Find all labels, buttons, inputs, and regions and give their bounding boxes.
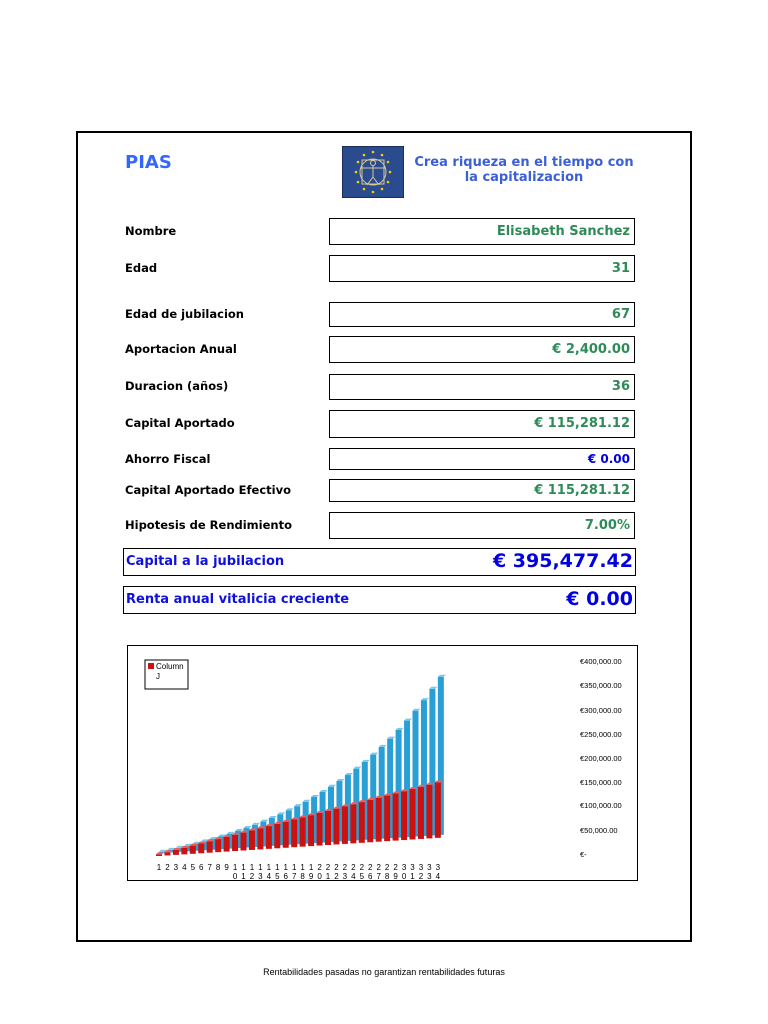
x-tick-label: 3 (342, 872, 348, 880)
x-tick-label: 1 (249, 863, 255, 872)
legend-label-line-1: Column (156, 662, 184, 671)
vitruvian-eu-logo-icon (342, 146, 404, 198)
x-tick-label: 6 (283, 872, 288, 880)
renta-anual-label: Renta anual vitalicia creciente (126, 592, 350, 607)
duracion-label: Duracion (años) (125, 379, 229, 393)
x-tick-label: 3 (427, 863, 432, 872)
x-tick-label: 3 (401, 863, 407, 872)
edad-label: Edad (125, 261, 158, 275)
hipotesis-label: Hipotesis de Rendimiento (125, 518, 292, 532)
x-tick-label: 3 (173, 863, 179, 872)
capital-jubilacion-row (123, 548, 636, 576)
page-title: PIAS (125, 152, 172, 173)
x-tick-label: 6 (199, 863, 204, 872)
x-tick-label: 1 (241, 872, 246, 880)
x-tick-label: 2 (342, 863, 348, 872)
x-tick-label: 2 (368, 863, 373, 872)
tagline-line-2: la capitalizacion (464, 170, 584, 185)
x-tick-label: 3 (427, 872, 432, 880)
x-tick-label: 2 (334, 863, 339, 872)
chart-y-labels (580, 657, 622, 859)
capital-aportado-field[interactable]: € 115,281.12 (329, 410, 635, 438)
x-tick-label: 1 (291, 863, 297, 872)
y-tick-label: €100,000.00 (580, 801, 622, 810)
x-tick-label: 3 (435, 863, 441, 872)
x-tick-label: 2 (359, 863, 365, 872)
edad-jubilacion-field[interactable]: 67 (329, 302, 635, 327)
x-tick-label: 1 (308, 863, 314, 872)
x-tick-label: 2 (334, 872, 339, 880)
x-tick-label: 3 (418, 863, 424, 872)
ahorro-fiscal-field[interactable]: € 0.00 (329, 448, 635, 470)
ahorro-fiscal-label: Ahorro Fiscal (125, 452, 211, 466)
footer-disclaimer: Rentabilidades pasadas no garantizan rentabilidades futuras (263, 967, 505, 977)
nombre-field[interactable]: Elisabeth Sanchez (329, 218, 635, 245)
legend-swatch (148, 663, 154, 669)
capital-jubilacion-value: € 395,477.42 (492, 550, 633, 572)
x-tick-label: 2 (376, 863, 381, 872)
x-tick-label: 8 (384, 872, 390, 880)
y-tick-label: €150,000.00 (580, 778, 622, 787)
duracion-field[interactable]: 36 (329, 374, 635, 400)
capital-efectivo-label: Capital Aportado Efectivo (125, 483, 291, 497)
y-tick-label: €300,000.00 (580, 706, 622, 715)
x-tick-label: 1 (241, 863, 246, 872)
x-tick-label: 3 (410, 863, 415, 872)
x-tick-label: 8 (300, 872, 305, 880)
aportacion-anual-label: Aportacion Anual (125, 342, 237, 356)
y-tick-label: €200,000.00 (580, 754, 622, 763)
x-tick-label: 0 (232, 872, 238, 880)
x-tick-label: 8 (215, 863, 221, 872)
x-tick-label: 1 (283, 863, 288, 872)
x-tick-label: 9 (393, 872, 398, 880)
x-tick-label: 1 (410, 872, 415, 880)
x-tick-label: 2 (165, 863, 170, 872)
x-tick-label: 2 (317, 863, 322, 872)
x-tick-label: 7 (376, 872, 381, 880)
x-tick-label: 3 (258, 872, 263, 880)
x-tick-label: 1 (275, 863, 280, 872)
hipotesis-field[interactable]: 7.00% (329, 512, 635, 539)
chart-x-labels (157, 863, 441, 880)
capital-growth-chart (127, 645, 638, 881)
chart-bars (156, 675, 446, 856)
x-tick-label: 4 (182, 863, 187, 872)
y-tick-label: €350,000.00 (580, 681, 622, 690)
chart-legend (145, 660, 188, 689)
tagline-line-1: Crea riqueza en el tiempo con (414, 155, 634, 170)
y-tick-label: €250,000.00 (580, 730, 622, 739)
x-tick-label: 0 (317, 872, 322, 880)
y-tick-label: €50,000.00 (580, 826, 618, 835)
x-tick-label: 4 (351, 872, 356, 880)
x-tick-label: 1 (258, 863, 263, 872)
x-tick-label: 4 (266, 872, 272, 880)
edad-jubilacion-label: Edad de jubilacion (125, 307, 244, 321)
x-tick-label: 2 (325, 863, 331, 872)
x-tick-label: 2 (418, 872, 424, 880)
x-tick-label: 2 (351, 863, 356, 872)
renta-anual-row (123, 586, 636, 614)
x-tick-label: 1 (325, 872, 331, 880)
bar-column-j (156, 852, 164, 856)
x-tick-label: 7 (207, 863, 212, 872)
nombre-label: Nombre (125, 224, 177, 238)
x-tick-label: 1 (266, 863, 272, 872)
legend-label-line-2: J (156, 672, 160, 681)
x-tick-label: 9 (308, 872, 314, 880)
tagline (408, 155, 640, 185)
capital-efectivo-field[interactable]: € 115,281.12 (329, 479, 635, 502)
x-tick-label: 1 (300, 863, 305, 872)
x-tick-label: 7 (291, 872, 297, 880)
x-tick-label: 2 (384, 863, 390, 872)
renta-anual-value: € 0.00 (566, 588, 633, 610)
x-tick-label: 5 (190, 863, 196, 872)
x-tick-label: 0 (401, 872, 407, 880)
capital-jubilacion-label: Capital a la jubilacion (126, 554, 285, 569)
x-tick-label: 2 (249, 872, 255, 880)
edad-field[interactable]: 31 (329, 255, 635, 282)
x-tick-label: 2 (393, 863, 398, 872)
capital-aportado-label: Capital Aportado (125, 416, 235, 430)
y-tick-label: €400,000.00 (580, 657, 622, 666)
x-tick-label: 9 (224, 863, 229, 872)
x-tick-label: 5 (275, 872, 280, 880)
x-tick-label: 1 (232, 863, 238, 872)
x-tick-label: 5 (359, 872, 365, 880)
aportacion-anual-field[interactable]: € 2,400.00 (329, 336, 635, 363)
x-tick-label: 1 (156, 863, 162, 872)
x-tick-label: 4 (435, 872, 441, 880)
chart-svg (128, 646, 637, 880)
y-tick-label: €- (580, 850, 587, 859)
x-tick-label: 6 (368, 872, 373, 880)
